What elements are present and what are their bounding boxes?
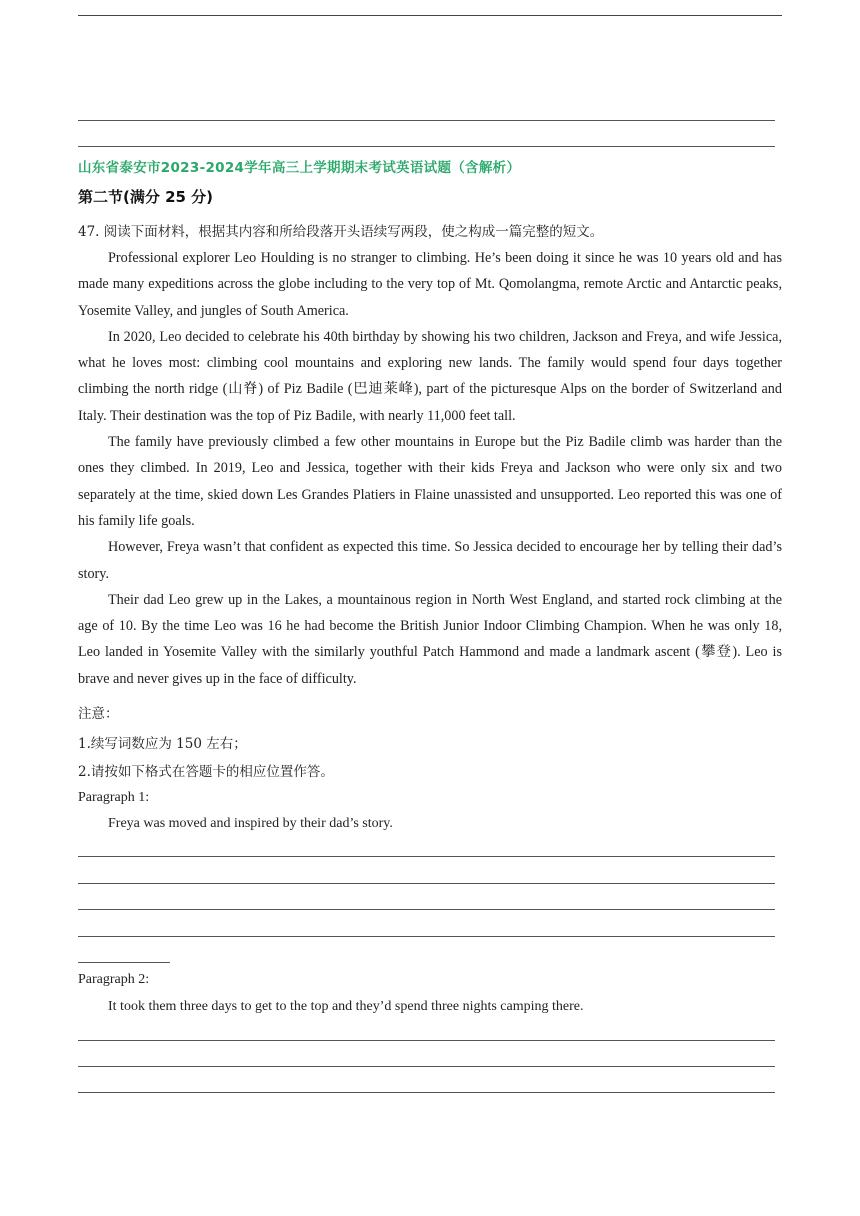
paragraph-2-answer-line[interactable] [78, 1092, 775, 1093]
notes-label: 注意： [78, 706, 119, 722]
passage-paragraph: Professional explorer Leo Houlding is no stranger to climbing. He’s been doing it since he was 10 years old and has made many expeditions across the globe including to the very top of Mt. Qomolangma, remote Arctic and Antarctic peaks, Yosemite Valley, and jungles of South America. [78, 250, 782, 319]
passage-paragraph: Their dad Leo grew up in the Lakes, a mountainous region in North West England, and started rock climbing at the age of 10. By the time Leo was 16 he had become the British Junior Indoor Climbing Champion. When he was only 18, Leo landed in Yosemite Valley with the similarly youthful Patch Hammond and made a landmark ascent (攀登). Leo is brave and never gives up in the face of difficulty. [78, 591, 782, 687]
paragraph-2-label: Paragraph 2: [78, 972, 150, 987]
paragraph-1-answer-line[interactable] [78, 962, 170, 963]
paragraph-2-opening: It took them three days to get to the top and they’d spend three nights camping there. [108, 999, 584, 1014]
header-rule [78, 15, 782, 16]
header-answer-line [78, 120, 775, 121]
paragraph-2-answer-line[interactable] [78, 1066, 775, 1067]
note-item: 2.请按如下格式在答题卡的相应位置作答。 [78, 764, 334, 780]
header-answer-line [78, 146, 775, 147]
paragraph-1-opening: Freya was moved and inspired by their dad’s story. [108, 816, 393, 831]
question-prompt: 47. 阅读下面材料，根据其内容和所给段落开头语续写两段，使之构成一篇完整的短文。 [78, 224, 604, 240]
passage-paragraph: However, Freya wasn’t that confident as expected this time. So Jessica decided to encourage her by telling their dad’s story. [78, 539, 782, 582]
note-item: 1.续写词数应为 150 左右； [78, 736, 247, 752]
paragraph-1-label: Paragraph 1: [78, 790, 150, 805]
paragraph-1-answer-line[interactable] [78, 856, 775, 857]
passage-paragraph: In 2020, Leo decided to celebrate his 40th birthday by showing his two children, Jackson and Freya, and wife Jessica, what he loves most: climbing cool mountains and exploring new lands. The family would spend four days together climbing the north ridge (山脊) of Piz Badile (巴迪莱峰), part of the picturesque Alps on the border of Switzerland and Italy. Their destination was the top of Piz Badile, with nearly 11,000 feet tall. [78, 328, 782, 424]
paragraph-1-answer-line[interactable] [78, 909, 775, 910]
paragraph-1-answer-line[interactable] [78, 936, 775, 937]
passage-paragraph: The family have previously climbed a few other mountains in Europe but the Piz Badile climb was harder than the ones they climbed. In 2019, Leo and Jessica, together with their kids Freya and Jackson who were only six and two separately at the time, skied down Les Grandes Platiers in Flaine unassisted and unsupported. Leo reported this was one of his family life goals. [78, 434, 782, 529]
reading-passage [78, 245, 782, 692]
section-title: 第二节(满分 25 分) [78, 188, 214, 206]
paragraph-2-answer-line[interactable] [78, 1040, 775, 1041]
paragraph-1-answer-line[interactable] [78, 883, 775, 884]
exam-title: 山东省泰安市2023-2024学年高三上学期期末考试英语试题（含解析） [78, 160, 521, 176]
